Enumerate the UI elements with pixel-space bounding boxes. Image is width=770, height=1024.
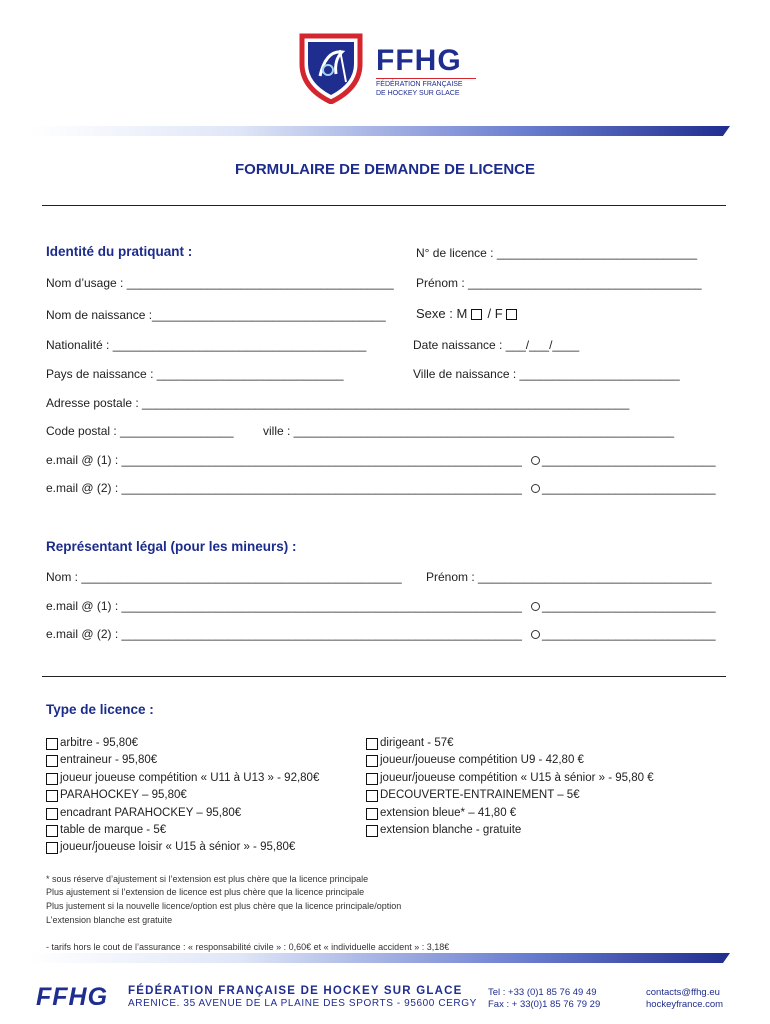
logo-divider bbox=[376, 78, 476, 79]
phone-icon bbox=[531, 630, 540, 639]
rep-phone-2-field[interactable]: __________________________ bbox=[542, 627, 716, 641]
logo-line-2: DE HOCKEY SUR GLACE bbox=[376, 90, 460, 97]
licence-option-checkbox[interactable] bbox=[46, 790, 58, 802]
email-2-field[interactable]: e.mail @ (2) : ____________________________________________________________ bbox=[46, 481, 522, 495]
licence-number-field[interactable]: N° de licence : ______________________________ bbox=[416, 246, 698, 260]
licence-option-checkbox[interactable] bbox=[366, 825, 378, 837]
footer-tel: Tel : +33 (0)1 85 76 49 49 bbox=[488, 987, 597, 998]
rep-email-1-field[interactable]: e.mail @ (1) : ____________________________________________________________ bbox=[46, 599, 522, 613]
note-line: * sous réserve d’ajustement si l’extension est plus chère que la licence principale bbox=[46, 874, 369, 884]
note-line: L’extension blanche est gratuite bbox=[46, 915, 173, 925]
sex-male-checkbox[interactable] bbox=[471, 309, 482, 320]
footer-email[interactable]: contacts@ffhg.eu bbox=[646, 987, 720, 998]
licence-option-label: joueur/joueuse compétition « U15 à sénior » - 95,80 € bbox=[380, 771, 654, 784]
licence-option-checkbox[interactable] bbox=[366, 790, 378, 802]
licence-option-checkbox[interactable] bbox=[46, 825, 58, 837]
footer-fax: Fax : + 33(0)1 85 76 79 29 bbox=[488, 999, 601, 1010]
licence-option-checkbox[interactable] bbox=[366, 755, 378, 767]
phone-icon bbox=[531, 484, 540, 493]
licence-option-label: joueur joueuse compétition « U11 à U13 » - 92,80€ bbox=[60, 771, 320, 784]
shield-logo-icon bbox=[296, 30, 366, 104]
licence-option-checkbox[interactable] bbox=[46, 842, 58, 854]
sex-field bbox=[416, 306, 519, 321]
nationality-field[interactable]: Nationalité : ______________________________________ bbox=[46, 338, 367, 352]
footer-acronym: FFHG bbox=[36, 983, 109, 1011]
licence-option-checkbox[interactable] bbox=[46, 755, 58, 767]
licence-option-label: joueur/joueuse loisir « U15 à sénior » - 95,80€ bbox=[60, 841, 296, 854]
first-name-field[interactable]: Prénom : ___________________________________ bbox=[416, 276, 702, 290]
footer-address: ARENICE. 35 AVENUE DE LA PLAINE DES SPORTS - 95600 CERGY bbox=[128, 998, 477, 1009]
city-field[interactable]: ville : _________________________________________________________ bbox=[263, 424, 675, 438]
licence-option-label: extension blanche - gratuite bbox=[380, 824, 522, 836]
logo-acronym: FFHG bbox=[376, 44, 462, 77]
footer-band bbox=[30, 953, 730, 963]
phone-1-field[interactable]: __________________________ bbox=[542, 453, 716, 467]
birth-name-field[interactable]: Nom de naissance :___________________________________ bbox=[46, 308, 386, 322]
licence-option-label: dirigeant - 57€ bbox=[380, 737, 454, 749]
birth-country-field[interactable]: Pays de naissance : ____________________________ bbox=[46, 367, 344, 381]
licence-option-label: encadrant PARAHOCKEY – 95,80€ bbox=[60, 806, 242, 819]
postal-code-field[interactable]: Code postal : _________________ bbox=[46, 424, 234, 438]
footer-org-name: FÉDÉRATION FRANÇAISE DE HOCKEY SUR GLACE bbox=[128, 985, 463, 997]
header-band bbox=[30, 126, 730, 136]
rep-name-field[interactable]: Nom : ________________________________________________ bbox=[46, 570, 402, 584]
ffhg-logo bbox=[296, 30, 486, 105]
licence-option-label: joueur/joueuse compétition U9 - 42,80 € bbox=[380, 754, 584, 767]
licence-option-checkbox[interactable] bbox=[366, 738, 378, 750]
title-divider bbox=[42, 205, 726, 206]
phone-icon bbox=[531, 602, 540, 611]
licence-option-checkbox[interactable] bbox=[46, 808, 58, 820]
footer-website[interactable]: hockeyfrance.com bbox=[646, 999, 724, 1010]
rep-first-name-field[interactable]: Prénom : ___________________________________ bbox=[426, 570, 712, 584]
section-divider bbox=[42, 676, 726, 677]
licence-option-checkbox[interactable] bbox=[46, 773, 58, 785]
licence-option-checkbox[interactable] bbox=[366, 773, 378, 785]
phone-icon bbox=[531, 456, 540, 465]
birth-city-field[interactable]: Ville de naissance : ________________________ bbox=[413, 367, 680, 381]
insurance-note: - tarifs hors le cout de l’assurance : « responsabilité civile » : 0,60€ et « individuelle accident » : 3,18€ bbox=[46, 942, 450, 952]
licence-option-label: DECOUVERTE-ENTRAINEMENT – 5€ bbox=[380, 789, 580, 802]
sex-female-checkbox[interactable] bbox=[506, 309, 517, 320]
address-field[interactable]: Adresse postale : _________________________________________________________________________ bbox=[46, 396, 630, 410]
birth-date-field[interactable]: Date naissance : ___/___/____ bbox=[413, 338, 580, 352]
phone-2-field[interactable]: __________________________ bbox=[542, 481, 716, 495]
email-1-field[interactable]: e.mail @ (1) : ____________________________________________________________ bbox=[46, 453, 522, 467]
licence-option-label: table de marque - 5€ bbox=[60, 824, 167, 836]
licence-option-label: arbitre - 95,80€ bbox=[60, 737, 138, 749]
legal-rep-heading: Représentant légal (pour les mineurs) : bbox=[46, 539, 297, 554]
licence-option-checkbox[interactable] bbox=[46, 738, 58, 750]
note-line: Plus justement si la nouvelle licence/option est plus chère que la licence principale/option bbox=[46, 901, 402, 911]
licence-option-label: entraineur - 95,80€ bbox=[60, 754, 158, 767]
licence-option-label: PARAHOCKEY – 95,80€ bbox=[60, 789, 187, 802]
rep-email-2-field[interactable]: e.mail @ (2) : ____________________________________________________________ bbox=[46, 627, 522, 641]
licence-option-label: extension bleue* – 41,80 € bbox=[380, 806, 517, 819]
rep-phone-1-field[interactable]: __________________________ bbox=[542, 599, 716, 613]
licence-type-heading: Type de licence : bbox=[46, 702, 154, 717]
note-line: Plus ajustement si l’extension de licence est plus chère que la licence principale bbox=[46, 887, 365, 897]
sex-label: Sexe : M bbox=[416, 306, 468, 321]
sex-separator: / F bbox=[487, 306, 503, 321]
page-title: FORMULAIRE DE DEMANDE DE LICENCE bbox=[234, 161, 535, 178]
licence-option-checkbox[interactable] bbox=[366, 808, 378, 820]
identity-heading: Identité du pratiquant : bbox=[46, 244, 193, 259]
usage-name-field[interactable]: Nom d’usage : ________________________________________ bbox=[46, 276, 394, 290]
logo-line-1: FÉDÉRATION FRANÇAISE bbox=[376, 81, 463, 88]
